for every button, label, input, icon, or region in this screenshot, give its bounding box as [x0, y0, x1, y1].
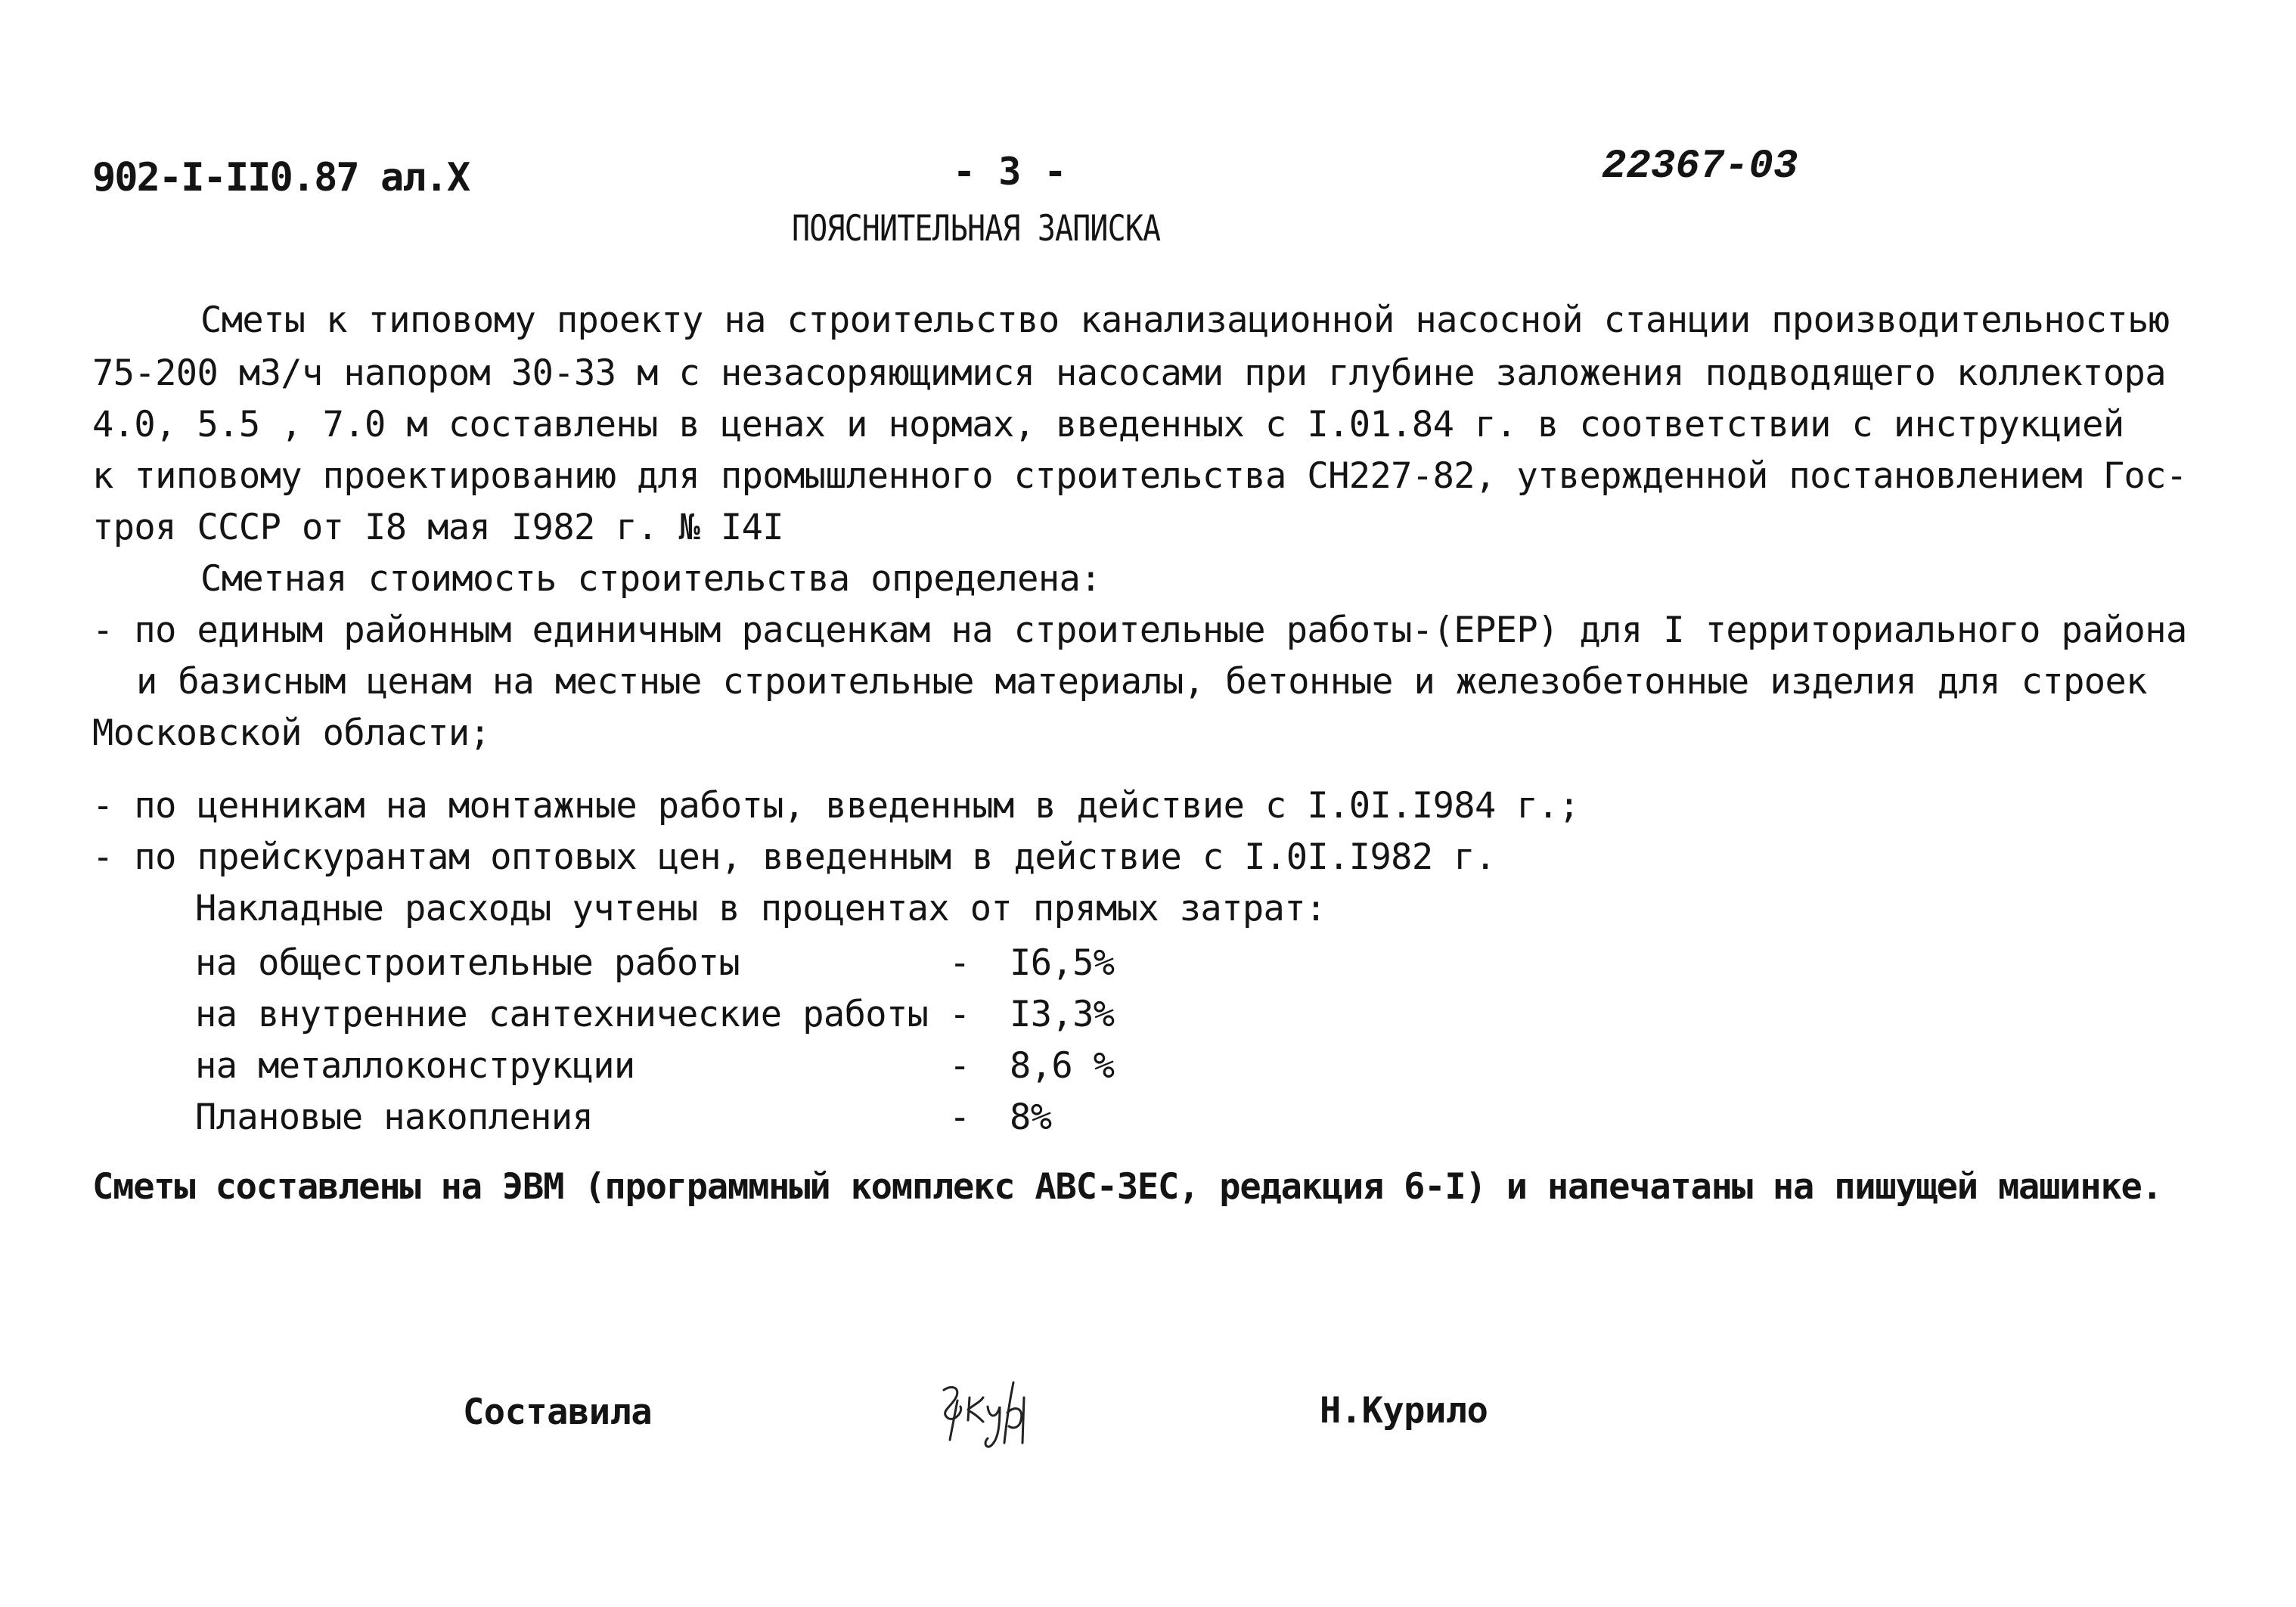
rate-dash: - — [949, 1045, 971, 1087]
paragraph-line: Накладные расходы учтены в процентах от прямых затрат: — [195, 888, 1326, 929]
paragraph-line: 4.0, 5.5 , 7.0 м составлены в ценах и нормах, введенных с I.01.84 г. в соответствии с инструкцией — [92, 404, 2124, 445]
rate-value: I3,3% — [1010, 994, 1115, 1035]
rate-dash: - — [949, 1097, 971, 1138]
rate-label: на внутренние сантехнические работы — [195, 994, 929, 1035]
rate-label: на общестроительные работы — [195, 942, 740, 984]
rate-dash: - — [949, 942, 971, 984]
rate-label: Плановые накопления — [195, 1097, 594, 1138]
signatory-name: Н.Курило — [1320, 1390, 1488, 1432]
rate-dash: - — [949, 994, 971, 1035]
paragraph-line: - по прейскурантам оптовых цен, введенным в действие с I.0I.I982 г. — [92, 836, 1496, 878]
paragraph-line: и базисным ценам на местные строительные материалы, бетонные и железобетонные изделия для строек — [136, 661, 2147, 703]
paragraph-line: Московской области; — [92, 712, 491, 754]
paragraph-line: - по единым районным единичным расценкам на строительные работы-(ЕРЕР) для I территориального района — [92, 610, 2187, 651]
registration-number: 22367-03 — [1602, 144, 1798, 190]
rate-value: 8% — [1010, 1097, 1052, 1138]
signature-role: Составила — [463, 1391, 653, 1433]
paragraph-line: - по ценникам на монтажные работы, введенным в действие с I.0I.I984 г.; — [92, 785, 1580, 827]
rate-label: на металлоконструкции — [195, 1045, 635, 1087]
paragraph-line: к типовому проектированию для промышленного строительства СН227-82, утвержденной постановлением Гос- — [92, 455, 2187, 497]
closing-note: Сметы составлены на ЭВМ (программный комплекс АВС-3ЕС, редакция 6-I) и напечатаны на пишущей машинке. — [92, 1166, 2162, 1208]
rate-value: I6,5% — [1010, 942, 1115, 984]
paragraph-line: Сметы к типовому проекту на строительство канализационной насосной станции производительностью — [200, 299, 2170, 341]
paragraph-line: Сметная стоимость строительства определена: — [200, 558, 1101, 600]
paragraph-line: троя СССР от I8 мая I982 г. № I4I — [92, 507, 783, 548]
document-code: 902-I-II0.87 ал.X — [92, 155, 470, 200]
paragraph-line: 75-200 м3/ч напором 30-33 м с незасоряющимися насосами при глубине заложения подводящего коллектора — [92, 352, 2166, 394]
page-number: - 3 - — [953, 150, 1067, 194]
handwritten-signature — [930, 1367, 1059, 1458]
rate-value: 8,6 % — [1010, 1045, 1115, 1087]
document-title: ПОЯСНИТЕЛЬНАЯ ЗАПИСКА — [792, 208, 1161, 250]
